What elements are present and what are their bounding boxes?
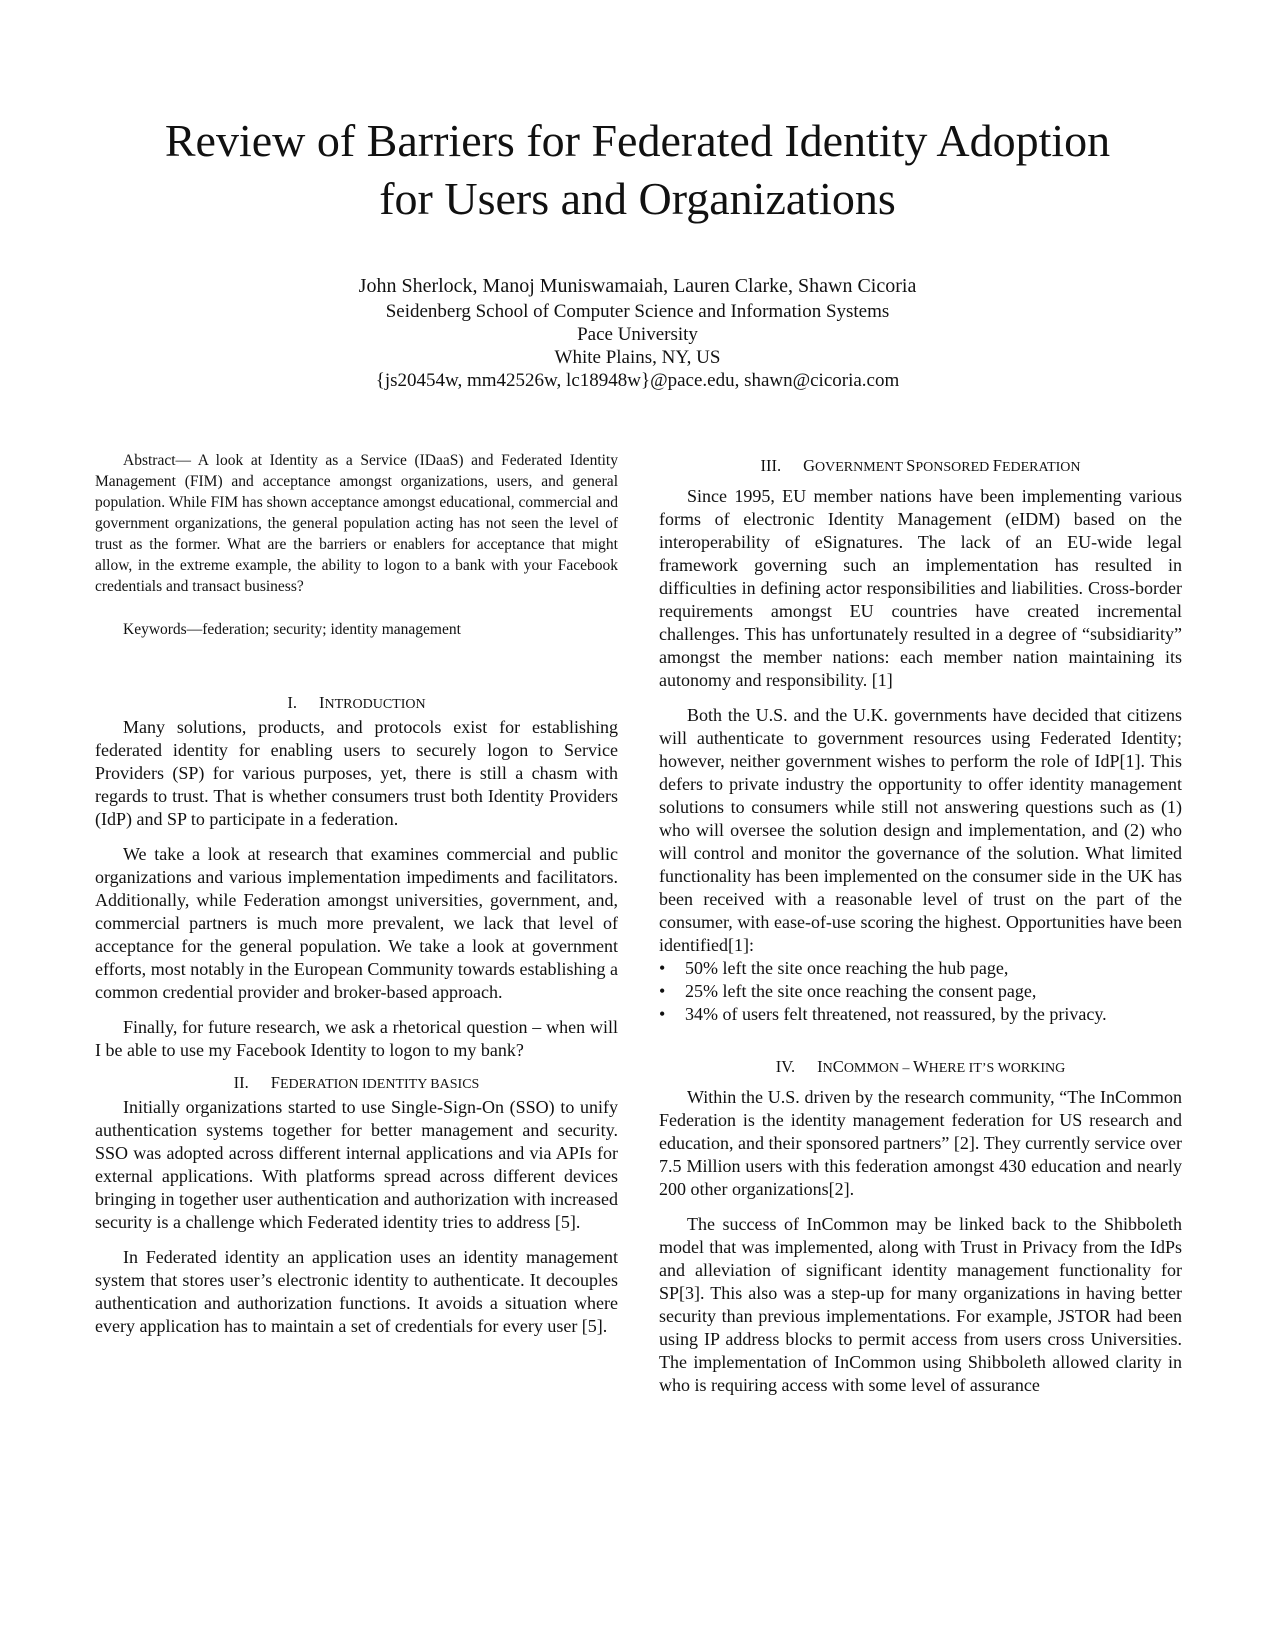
author-names: John Sherlock, Manoj Muniswamaiah, Lauren Clarke, Shawn Cicoria (358, 275, 917, 297)
section-number: II. (233, 1073, 249, 1092)
paragraph: Within the U.S. driven by the research community, “The InCommon Federation is the identity management federation for US research and education, and their sponsored partners” [2]. They currently service over 7.5 Million users with this federation amongst 430 education and nearly 200 other organizations[2]. (659, 1087, 1182, 1199)
paragraph: The success of InCommon may be linked back to the Shibboleth model that was implemented, along with Trust in Privacy from the IdPs and alleviation of significant identity management functionality for SP[3]. This also was a step-up for many organizations in having better security than previous implementations. For example, JSTOR had been using IP address blocks to permit access from users cross Universities. The implementation of InCommon using Shibboleth allowed clarity in who is requiring access with some level of assurance (659, 1214, 1182, 1395)
emails: {js20454w, mm42526w, lc18948w}@pace.edu, shawn@cicoria.com (375, 370, 900, 391)
paper-title (60, 112, 1215, 228)
right-column (659, 455, 1182, 1397)
paragraph: We take a look at research that examines commercial and public organizations and various implementation impediments and facilitators. Additionally, while Federation amongst universities, government, and, commercial partners is much more prevalent, we lack that level of acceptance for the general population. We take a look at government efforts, most notably in the European Community towards establishing a common credential provider and broker-based approach. (95, 844, 618, 1002)
section-number: I. (287, 693, 297, 712)
section-heading-introduction: I. INTRODUCTION (287, 693, 426, 712)
title-line-1: Review of Barriers for Federated Identity Adoption (164, 115, 1111, 166)
findings-list (659, 957, 1182, 1026)
university: Pace University (577, 324, 698, 345)
keywords: Keywords—federation; security; identity management (123, 621, 461, 638)
section-heading-incommon: IV. INCOMMON – WHERE IT’S WORKING (775, 1057, 1066, 1076)
paragraph: Many solutions, products, and protocols exist for establishing federated identity for enabling users to securely logon to Service Providers (SP) for various purposes, yet, there is still a chasm with regards to trust. That is whether consumers trust both Identity Providers (IdP) and SP to participate in a federation. (95, 717, 618, 829)
location: White Plains, NY, US (554, 347, 721, 368)
paragraph: Since 1995, EU member nations have been implementing various forms of electronic Identity Management (eIDM) based on the interoperability of eSignatures. The lack of an EU-wide legal framework governing such an implementation has resulted in difficulties in defining actor responsibilities and liabilities. Cross-border requirements amongst EU countries have created incremental challenges. This has unfortunately resulted in a degree of “subsidiarity” amongst the member nations: each member nation maintaining its autonomy and responsibility. [1] (659, 486, 1182, 690)
abstract: Abstract— A look at Identity as a Service (IDaaS) and Federated Identity Management (FIM) and acceptance amongst organizations, users, and general population. While FIM has shown acceptance amongst educational, commercial and government organizations, the general population acting has not seen the level of trust as the former. What are the barriers or enablers for acceptance that might allow, in the extreme example, the ability to logon to a bank with your Facebook credentials and transact business? (95, 452, 618, 595)
paragraph: Finally, for future research, we ask a rhetorical question – when will I be able to use my Facebook Identity to logon to my bank? (95, 1017, 618, 1060)
list-item: • 34% of users felt threatened, not reassured, by the privacy. (659, 1003, 1182, 1026)
list-item: • 50% left the site once reaching the hub page, (659, 957, 1182, 980)
section-heading-federation-basics: II. FEDERATION IDENTITY BASICS (233, 1073, 480, 1092)
author-block (0, 275, 1275, 392)
affiliation: Seidenberg School of Computer Science and Information Systems (385, 301, 890, 322)
left-column (95, 450, 618, 1338)
paragraph: Initially organizations started to use Single-Sign-On (SSO) to unify authentication systems together for better management and security. SSO was adopted across different internal applications and via APIs for external applications. With platforms spread across different devices bringing in together user authentication and authorization with increased security is a challenge which Federated identity tries to address [5]. (95, 1097, 618, 1232)
section-heading-government-federation: III. GOVERNMENT SPONSORED FEDERATION (760, 456, 1081, 475)
paragraph: Both the U.S. and the U.K. governments have decided that citizens will authenticate to government resources using Federated Identity; however, neither government wishes to perform the role of IdP[1]. This defers to private industry the opportunity to offer identity management solutions to consumers while still not answering questions such as (1) who will oversee the solution design and implementation, and (2) who will control and monitor the governance of the solution. What limited functionality has been implemented on the consumer side in the UK has been received with a reasonable level of trust on the part of the consumer, with ease-of-use scoring the highest. Opportunities have been identified[1]: (659, 705, 1182, 955)
section-number: III. (760, 456, 782, 475)
title-line-2: for Users and Organizations (379, 173, 896, 224)
section-number: IV. (775, 1057, 796, 1076)
paragraph: In Federated identity an application uses an identity management system that stores user’s electronic identity to authenticate. It decouples authentication and authorization functions. It avoids a situation where every application has to maintain a set of credentials for every user [5]. (95, 1247, 618, 1336)
list-item: • 25% left the site once reaching the consent page, (659, 980, 1182, 1003)
